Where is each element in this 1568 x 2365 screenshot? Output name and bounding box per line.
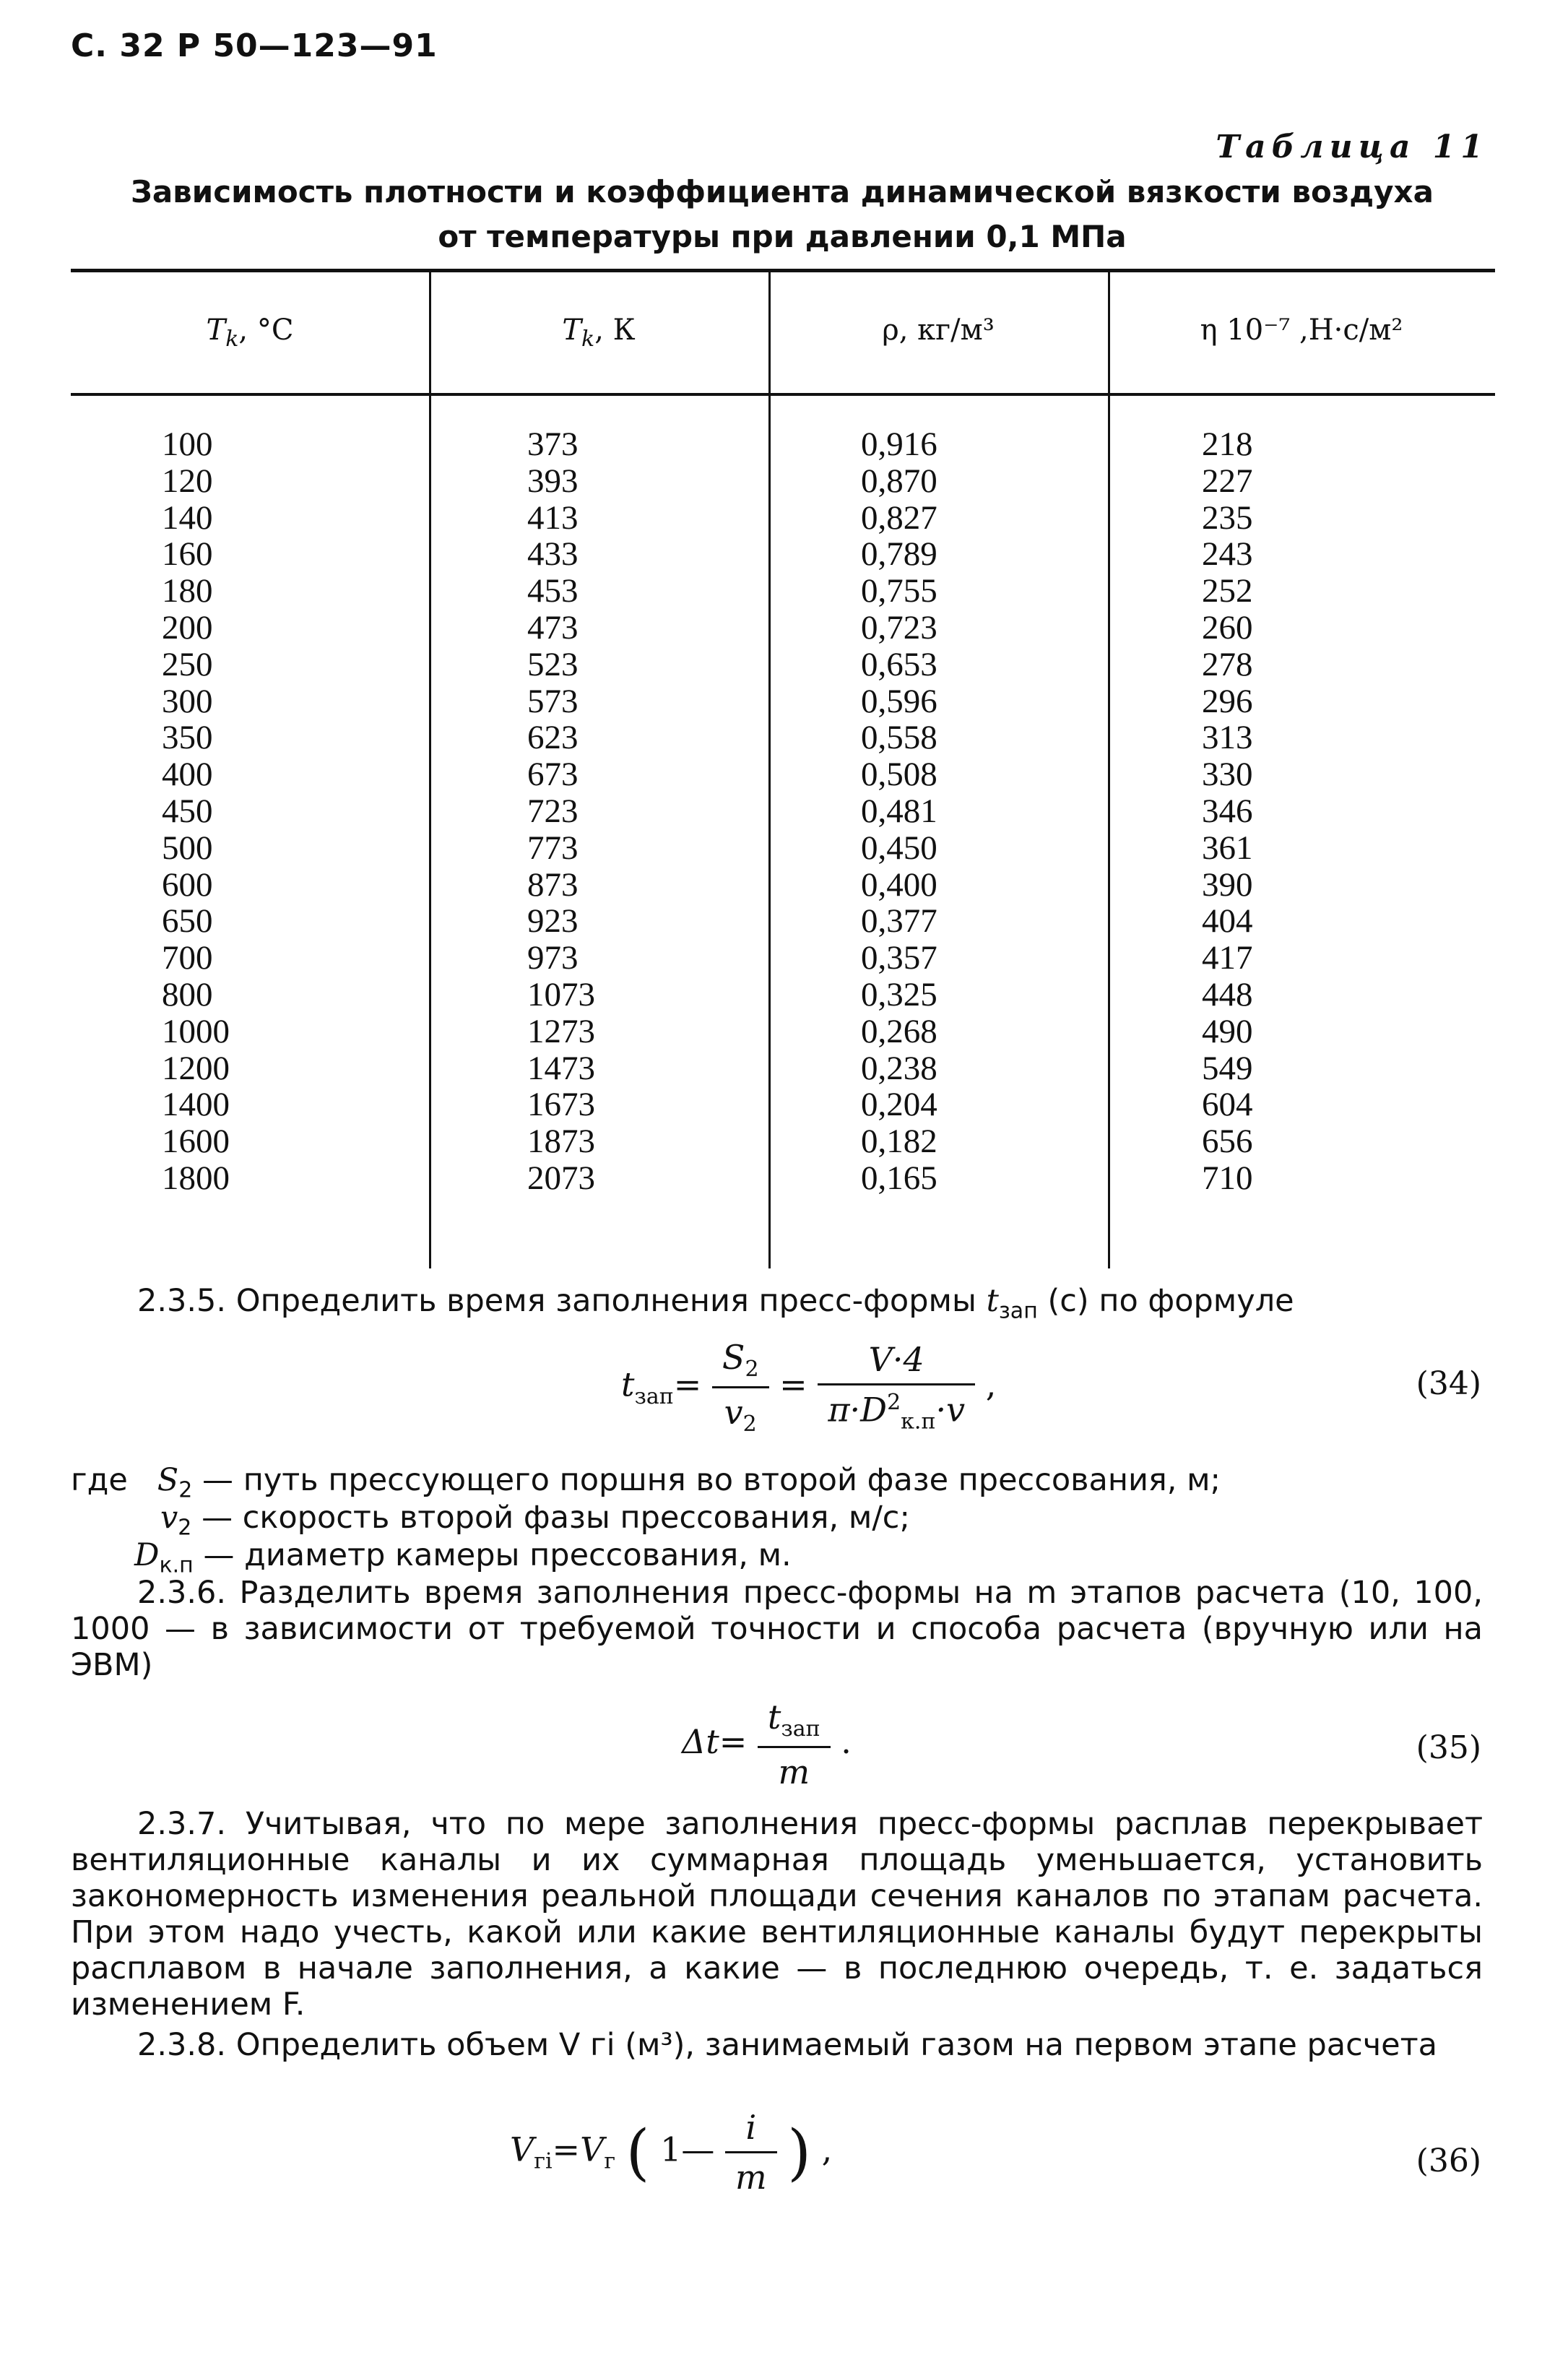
table-cell: 278 <box>1202 645 1253 683</box>
table-cell: 873 <box>527 865 579 904</box>
table-cell: 604 <box>1202 1086 1253 1124</box>
table-cell: 140 <box>162 498 213 537</box>
table-cell: 260 <box>1202 608 1253 647</box>
table-cell: 0,377 <box>861 902 937 941</box>
table-cell: 218 <box>1202 425 1253 463</box>
table-cell: 500 <box>162 829 213 867</box>
table-cell: 0,558 <box>861 719 937 757</box>
table-cell: 252 <box>1202 572 1253 610</box>
data-table <box>71 263 1495 1274</box>
paragraph-2-3-5: 2.3.5. Определить время заполнения пресс-формы $t_{зап}$ (с) по формуле <box>137 1283 1294 1324</box>
table-cell: 0,870 <box>861 462 937 500</box>
table-cell: 346 <box>1202 792 1253 830</box>
table-cell: 923 <box>527 902 579 941</box>
table-cell: 723 <box>527 792 579 830</box>
table-cell: 0,165 <box>861 1159 937 1197</box>
table-cell: 490 <box>1202 1012 1253 1050</box>
table-cell: 330 <box>1202 756 1253 794</box>
col-header-density: ρ, кг/м³ <box>882 314 995 347</box>
col-header-temp-k: $T_k$, К <box>562 314 636 352</box>
table-cell: 0,182 <box>861 1123 937 1161</box>
column-divider <box>429 272 431 1268</box>
table-cell: 200 <box>162 608 213 647</box>
table-cell: 1273 <box>527 1012 595 1050</box>
table-cell: 700 <box>162 939 213 977</box>
table-cell: 361 <box>1202 829 1253 867</box>
table-cell: 1000 <box>162 1012 230 1050</box>
table-cell: 160 <box>162 535 213 574</box>
table-cell: 0,400 <box>861 865 937 904</box>
table-cell: 448 <box>1202 975 1253 1013</box>
table-cell: 250 <box>162 645 213 683</box>
table-cell: 600 <box>162 865 213 904</box>
table-cell: 243 <box>1202 535 1253 574</box>
table-cell: 773 <box>527 829 579 867</box>
table-title-line1: Зависимость плотности и коэффициента динамической вязкости воздуха <box>131 174 1434 209</box>
table-cell: 650 <box>162 902 213 941</box>
table-cell: 0,481 <box>861 792 937 830</box>
table-cell: 0,204 <box>861 1086 937 1124</box>
table-cell: 453 <box>527 572 579 610</box>
table-cell: 549 <box>1202 1049 1253 1087</box>
table-cell: 1873 <box>527 1123 595 1161</box>
equation-number-36: (36) <box>1416 2143 1481 2179</box>
where-item: где $S_2$ — путь прессующего поршня во второй фазе прессования, м; <box>71 1462 1221 1503</box>
table-cell: 0,827 <box>861 498 937 537</box>
table-cell: 413 <box>527 498 579 537</box>
table-cell: 1473 <box>527 1049 595 1087</box>
paragraph-2-3-7: 2.3.7. Учитывая, что по мере заполнения пресс-формы расплав перекрывает вентиляционные каналы и их суммарная площадь уменьшается, установить закономерность изменения реальной площади сечения каналов по этапам расчета. При этом надо учесть, какой или какие вентиляционные каналы будут перекрыты расплавом в начале заполнения, а какие — в последнюю очередь, т. е. задаться изменением F. <box>71 1806 1483 2023</box>
table-title-line2: от температуры при давлении 0,1 МПа <box>438 219 1127 254</box>
table-cell: 0,916 <box>861 425 937 463</box>
table-cell: 120 <box>162 462 213 500</box>
table-cell: 235 <box>1202 498 1253 537</box>
column-temp-c <box>162 426 230 1197</box>
table-header-rule <box>71 393 1495 396</box>
table-cell: 390 <box>1202 865 1253 904</box>
table-cell: 0,325 <box>861 975 937 1013</box>
table-cell: 0,238 <box>861 1049 937 1087</box>
col-header-temp-c: $T_k$, °С <box>206 314 294 352</box>
table-cell: 313 <box>1202 719 1253 757</box>
table-cell: 710 <box>1202 1159 1253 1197</box>
paragraph-2-3-6: 2.3.6. Разделить время заполнения пресс-формы на m этапов расчета (10, 100, 1000 — в зависимости от требуемой точности и способа расчета (вручную или на ЭВМ) <box>71 1575 1483 1683</box>
table-cell: 573 <box>527 682 579 720</box>
table-cell: 100 <box>162 425 213 463</box>
column-divider <box>768 272 771 1268</box>
table-cell: 350 <box>162 719 213 757</box>
table-cell: 2073 <box>527 1159 595 1197</box>
equation-number-34: (34) <box>1416 1365 1481 1402</box>
table-cell: 433 <box>527 535 579 574</box>
table-top-rule <box>71 269 1495 272</box>
table-cell: 300 <box>162 682 213 720</box>
table-cell: 1600 <box>162 1123 230 1161</box>
table-cell: 227 <box>1202 462 1253 500</box>
table-cell: 1073 <box>527 975 595 1013</box>
table-cell: 393 <box>527 462 579 500</box>
table-cell: 417 <box>1202 939 1253 977</box>
table-cell: 450 <box>162 792 213 830</box>
table-cell: 1200 <box>162 1049 230 1087</box>
table-cell: 180 <box>162 572 213 610</box>
table-cell: 0,357 <box>861 939 937 977</box>
fraction: $\frac{S_2}{v_2}$ <box>712 1338 769 1437</box>
table-cell: 0,653 <box>861 645 937 683</box>
table-cell: 373 <box>527 425 579 463</box>
formula-35: Δt= $\frac{t_{зап}}{m}$ . <box>682 1698 852 1792</box>
table-label: Таблица 11 <box>1216 129 1489 165</box>
table-cell: 0,596 <box>861 682 937 720</box>
column-viscosity <box>1202 426 1253 1197</box>
fraction: $\frac{t_{зап}}{m}$ <box>758 1698 831 1791</box>
table-cell: 0,268 <box>861 1012 937 1050</box>
table-cell: 0,789 <box>861 535 937 574</box>
table-cell: 1800 <box>162 1159 230 1197</box>
table-cell: 523 <box>527 645 579 683</box>
column-divider <box>1108 272 1110 1268</box>
table-cell: 400 <box>162 756 213 794</box>
table-cell: 404 <box>1202 902 1253 941</box>
where-item: $v_2$ — скорость второй фазы прессования, м/с; <box>160 1500 910 1541</box>
where-item: $D_{к.п}$ — диаметр камеры прессования, м. <box>134 1537 792 1578</box>
table-cell: 1673 <box>527 1086 595 1124</box>
table-cell: 0,755 <box>861 572 937 610</box>
equation-number-35: (35) <box>1416 1729 1481 1766</box>
column-temp-k <box>527 426 595 1197</box>
table-cell: 623 <box>527 719 579 757</box>
table-cell: 0,450 <box>861 829 937 867</box>
table-cell: 296 <box>1202 682 1253 720</box>
table-cell: 673 <box>527 756 579 794</box>
table-cell: 1400 <box>162 1086 230 1124</box>
paragraph-2-3-8: 2.3.8. Определить объем V гi (м³), занимаемый газом на первом этапе расчета <box>137 2027 1438 2063</box>
formula-34: $t_{зап}=$ $\frac{S_2}{v_2}$ = $\frac{V\cdot 4}{\pi\cdot D^2_{к.п}\cdot v}$ , <box>621 1338 997 1437</box>
table-cell: 473 <box>527 608 579 647</box>
table-cell: 973 <box>527 939 579 977</box>
table-cell: 0,723 <box>861 608 937 647</box>
table-cell: 0,508 <box>861 756 937 794</box>
fraction: $\frac{i}{m}$ <box>725 2108 777 2197</box>
page-header: С. 32 Р 50—123—91 <box>71 27 438 64</box>
table-cell: 656 <box>1202 1123 1253 1161</box>
col-header-viscosity: η 10⁻⁷ ,Н·с/м² <box>1200 314 1403 347</box>
formula-36: $V_{гi}=V_г$ ( 1— $\frac{i}{m}$ ) , <box>510 2108 833 2197</box>
fraction: $\frac{V\cdot 4}{\pi\cdot D^2_{к.п}\cdot v}$ <box>818 1340 975 1435</box>
table-cell: 800 <box>162 975 213 1013</box>
column-density <box>861 426 937 1197</box>
